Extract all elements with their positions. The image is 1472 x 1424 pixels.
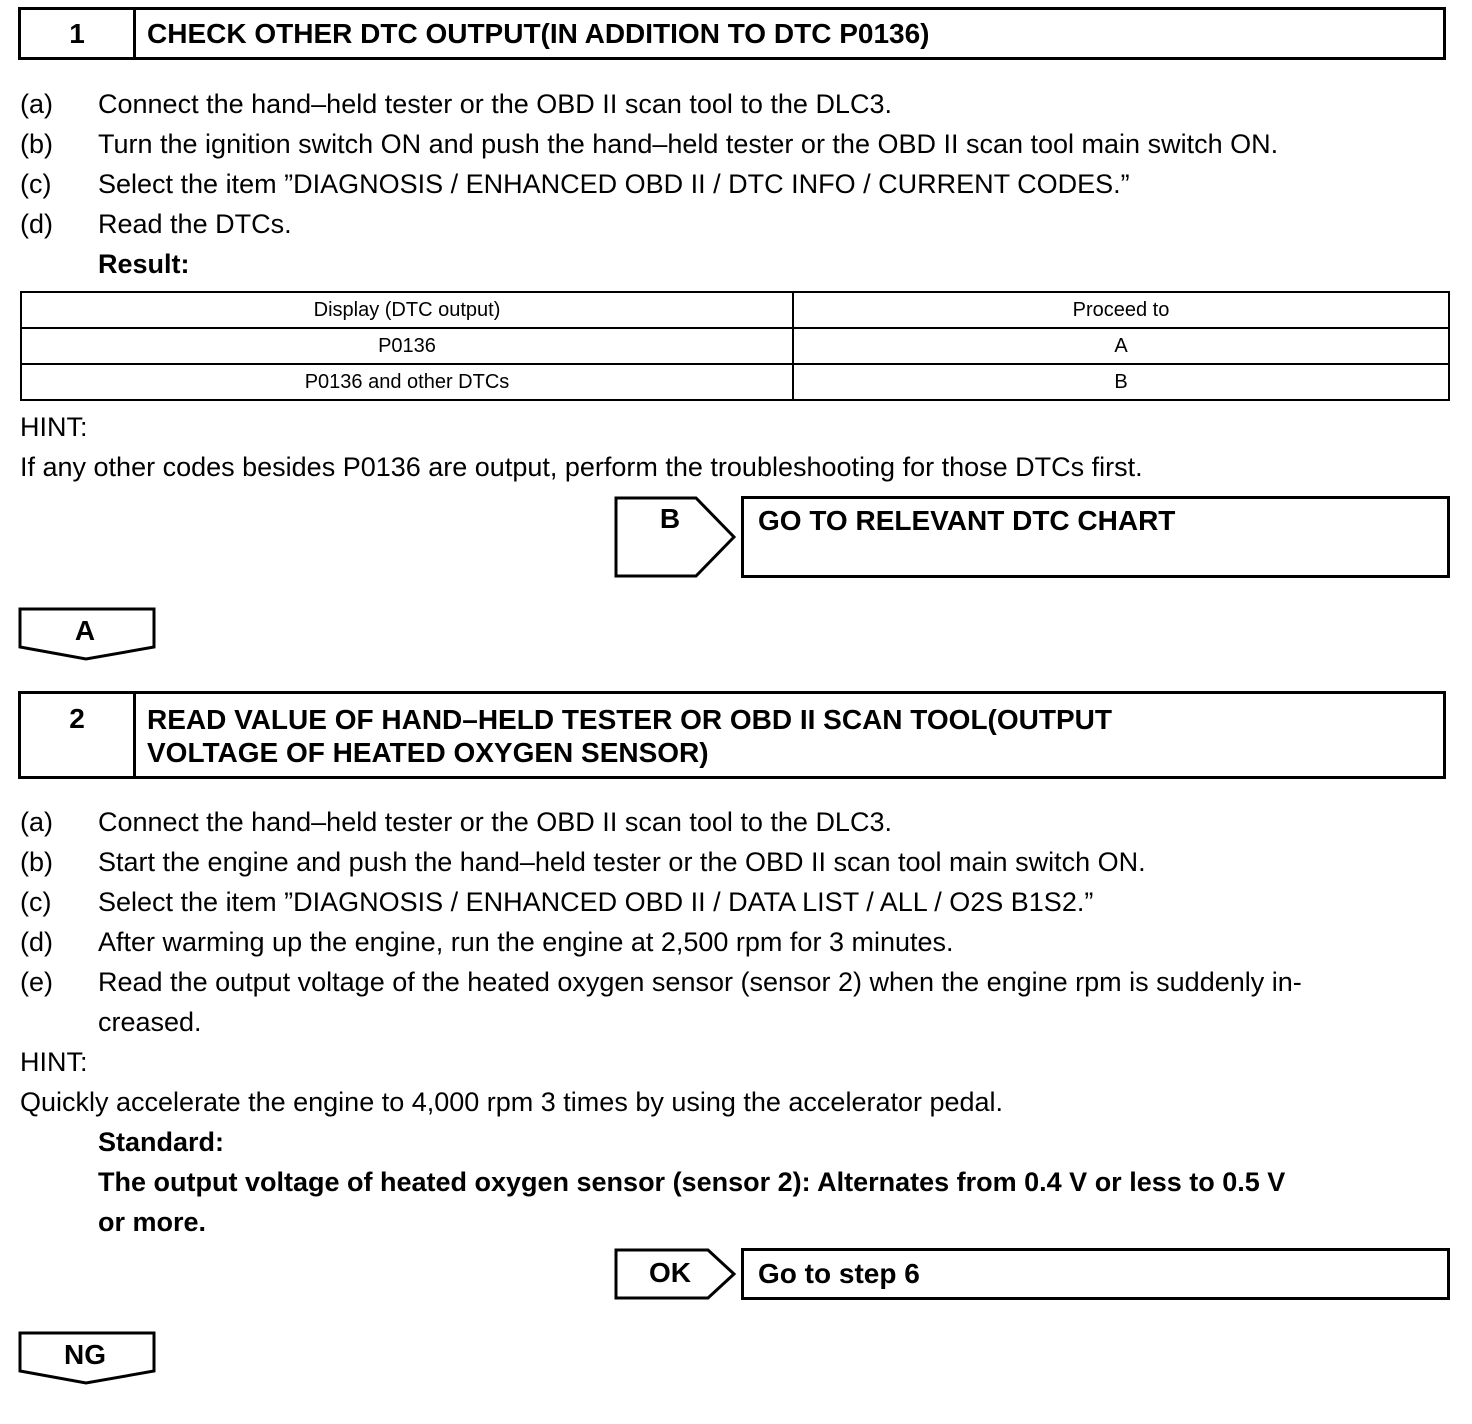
step-1-item-c-text: Select the item ”DIAGNOSIS / ENHANCED OBD II / DTC INFO / CURRENT CODES.” [98,169,1130,199]
step-1-item-d-text: Read the DTCs. [98,209,292,239]
step-1-item-b-label: (b) [20,129,53,159]
table-cell: B [793,364,1449,400]
step-2-item-c-text: Select the item ”DIAGNOSIS / ENHANCED OBD II / DATA LIST / ALL / O2S B1S2.” [98,887,1094,917]
step-2-standard-label: Standard: [98,1127,225,1157]
step-1-result-label: Result: [98,249,190,279]
step-2-item-a-text: Connect the hand–held tester or the OBD II scan tool to the DLC3. [98,807,892,837]
step-1-title: CHECK OTHER DTC OUTPUT(IN ADDITION TO DTC P0136) [147,18,930,49]
table-cell: A [793,328,1449,364]
step-2-item-e-label: (e) [20,967,53,997]
table-row [21,328,1449,364]
step-1-hint-label: HINT: [20,412,88,442]
step-1-item-a-text: Connect the hand–held tester or the OBD II scan tool to the DLC3. [98,89,892,119]
table-header-row [21,292,1449,328]
step-1-number: 1 [21,10,136,57]
table-row [21,364,1449,400]
step-2-item-e-text: Read the output voltage of the heated oxygen sensor (sensor 2) when the engine rpm is suddenly in- [98,967,1302,997]
table-cell: P0136 [21,328,793,364]
table-header-proceed: Proceed to [793,292,1449,328]
result-table [20,291,1450,401]
next-ng-label: NG [64,1339,106,1370]
branch-b-text: GO TO RELEVANT DTC CHART [741,496,1450,578]
step-1-item-c-label: (c) [20,169,52,199]
step-2-title-line-1: READ VALUE OF HAND–HELD TESTER OR OBD II SCAN TOOL(OUTPUT [147,704,1112,735]
table-cell: P0136 and other DTCs [21,364,793,400]
step-2-item-d-label: (d) [20,927,53,957]
branch-ok-text: Go to step 6 [741,1248,1450,1300]
step-1-item-d-label: (d) [20,209,53,239]
step-2-standard-line-1: The output voltage of heated oxygen sensor (sensor 2): Alternates from 0.4 V or less to 0.5 V [98,1167,1286,1197]
step-2-standard-line-2: or more. [98,1207,207,1237]
step-1-item-b-text: Turn the ignition switch ON and push the hand–held tester or the OBD II scan tool main switch ON. [98,129,1279,159]
step-2-item-a-label: (a) [20,807,53,837]
step-2-item-e-continued: creased. [98,1007,202,1037]
step-2-header [18,691,1446,779]
step-2-hint-text: Quickly accelerate the engine to 4,000 rpm 3 times by using the accelerator pedal. [20,1087,1004,1117]
step-2-item-b-text: Start the engine and push the hand–held tester or the OBD II scan tool main switch ON. [98,847,1146,877]
step-2-hint-label: HINT: [20,1047,88,1077]
branch-ok-label: OK [649,1257,691,1288]
step-2-item-b-label: (b) [20,847,53,877]
step-1-hint-text: If any other codes besides P0136 are output, perform the troubleshooting for those DTCs first. [20,452,1143,482]
step-2-item-c-label: (c) [20,887,52,917]
step-2-number: 2 [21,694,136,776]
step-2-title-line-2: VOLTAGE OF HEATED OXYGEN SENSOR) [147,737,709,768]
table-header-display: Display (DTC output) [21,292,793,328]
branch-b-label: B [659,503,681,534]
step-1-item-a-label: (a) [20,89,53,119]
step-2-item-d-text: After warming up the engine, run the engine at 2,500 rpm for 3 minutes. [98,927,954,957]
step-1-header [18,7,1446,60]
next-a-label: A [74,615,96,646]
